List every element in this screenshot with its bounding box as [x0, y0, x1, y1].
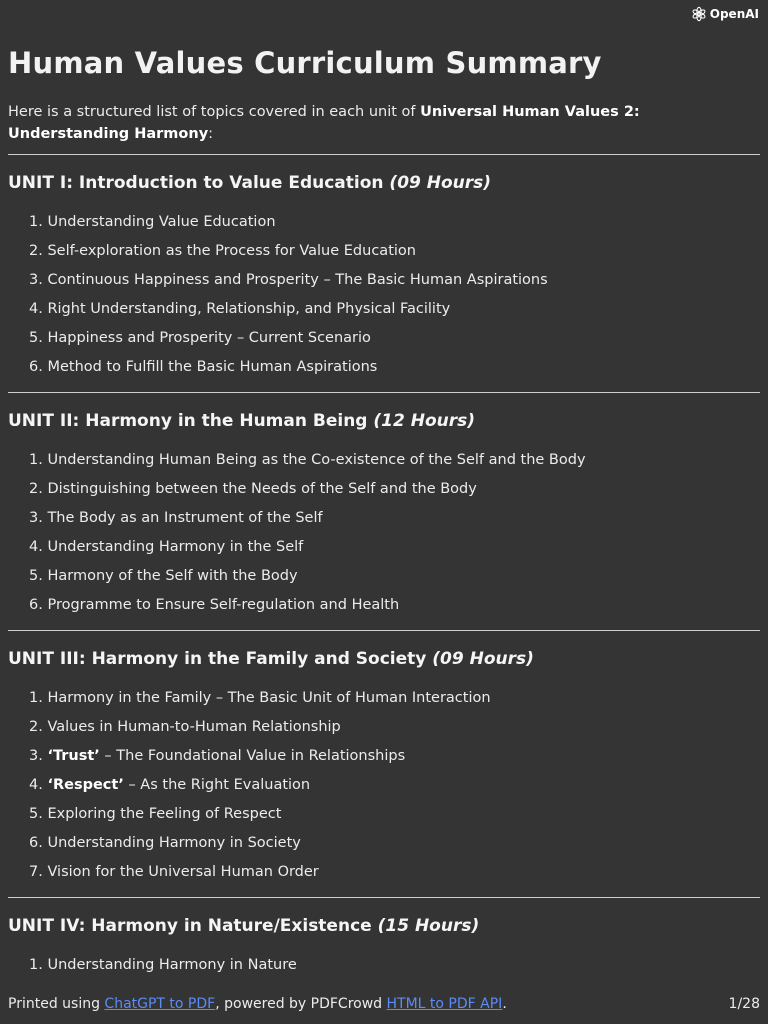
- list-item-number: 1.: [29, 452, 43, 468]
- chatgpt-to-pdf-link[interactable]: ChatGPT to PDF: [104, 996, 216, 1012]
- list-item: [29, 266, 760, 295]
- footer-prefix: Printed using: [8, 996, 105, 1012]
- list-item: [29, 684, 760, 713]
- list-item-text: Continuous Happiness and Prosperity – The Basic Human Aspirations: [47, 272, 548, 288]
- divider: [8, 897, 760, 898]
- list-item: [29, 858, 760, 887]
- document-content: [8, 44, 760, 980]
- intro-bold-course-name: Universal Human Values 2: Understanding Harmony: [8, 104, 640, 142]
- list-item-text: Values in Human-to-Human Relationship: [47, 719, 341, 735]
- list-item-number: 4.: [29, 777, 43, 793]
- list-item-number: 1.: [29, 957, 43, 973]
- unit-title-text: UNIT IV: Harmony in Nature/Existence: [8, 916, 378, 936]
- list-item-text: Distinguishing between the Needs of the Self and the Body: [47, 481, 477, 497]
- footer-suffix: .: [502, 996, 507, 1012]
- unit-title-text: UNIT I: Introduction to Value Education: [8, 173, 390, 193]
- list-item-text: – As the Right Evaluation: [123, 777, 311, 793]
- list-item-number: 6.: [29, 359, 43, 375]
- intro-paragraph: [8, 101, 760, 145]
- list-item-text: Happiness and Prosperity – Current Scenario: [47, 330, 371, 346]
- list-item: [29, 504, 760, 533]
- list-item: [29, 353, 760, 382]
- list-item-text: The Body as an Instrument of the Self: [47, 510, 323, 526]
- list-item-text: Vision for the Universal Human Order: [47, 864, 319, 880]
- unit-heading: [8, 914, 760, 938]
- divider: [8, 154, 760, 155]
- page-number: 1/28: [728, 996, 760, 1012]
- list-item-text: Understanding Harmony in the Self: [47, 539, 304, 555]
- unit-hours: (15 Hours): [377, 916, 480, 936]
- list-item-number: 5.: [29, 568, 43, 584]
- list-item: [29, 829, 760, 858]
- html-to-pdf-api-link[interactable]: HTML to PDF API: [386, 996, 503, 1012]
- list-item-emphasis: ‘Trust’: [47, 748, 100, 764]
- unit-heading: [8, 647, 760, 671]
- list-item-text: Method to Fulfill the Basic Human Aspirations: [47, 359, 378, 375]
- topic-list: [8, 684, 760, 887]
- list-item-number: 3.: [29, 272, 43, 288]
- divider: [8, 392, 760, 393]
- unit-hours: (09 Hours): [432, 649, 534, 669]
- list-item-text: Understanding Value Education: [47, 214, 276, 230]
- unit-title-text: UNIT III: Harmony in the Family and Society: [8, 649, 433, 669]
- list-item-text: Understanding Harmony in Nature: [47, 957, 297, 973]
- list-item-number: 6.: [29, 597, 43, 613]
- list-item: [29, 475, 760, 504]
- list-item: [29, 208, 760, 237]
- list-item-text: Programme to Ensure Self-regulation and Health: [47, 597, 400, 613]
- divider: [8, 630, 760, 631]
- list-item-emphasis: ‘Respect’: [47, 777, 124, 793]
- list-item-number: 7.: [29, 864, 43, 880]
- list-item: [29, 742, 760, 771]
- unit-hours: (12 Hours): [373, 411, 476, 431]
- list-item-text: Harmony in the Family – The Basic Unit of Human Interaction: [47, 690, 491, 706]
- page-footer: [8, 994, 760, 1014]
- intro-prefix: Here is a structured list of topics covered in each unit of: [8, 104, 421, 120]
- list-item: [29, 951, 760, 980]
- page-title: Human Values Curriculum Summary: [8, 46, 602, 80]
- list-item-number: 5.: [29, 330, 43, 346]
- list-item-number: 5.: [29, 806, 43, 822]
- list-item: [29, 295, 760, 324]
- list-item-number: 3.: [29, 510, 43, 526]
- list-item-text: Understanding Human Being as the Co-existence of the Self and the Body: [47, 452, 586, 468]
- list-item: [29, 591, 760, 620]
- list-item-number: 1.: [29, 214, 43, 230]
- openai-logo-text: OpenAI: [709, 7, 759, 21]
- list-item: [29, 562, 760, 591]
- list-item: [29, 713, 760, 742]
- list-item-number: 2.: [29, 243, 43, 259]
- intro-suffix: :: [208, 126, 214, 142]
- list-item-number: 2.: [29, 719, 43, 735]
- list-item-number: 4.: [29, 301, 43, 317]
- footer-credit: [8, 994, 507, 1014]
- list-item-text: Exploring the Feeling of Respect: [47, 806, 282, 822]
- units-container: [8, 171, 760, 980]
- list-item: [29, 771, 760, 800]
- unit-heading: [8, 409, 760, 433]
- list-item-number: 1.: [29, 690, 43, 706]
- list-item-number: 6.: [29, 835, 43, 851]
- topic-list: [8, 208, 760, 382]
- topic-list: [8, 951, 760, 980]
- list-item-text: Self-exploration as the Process for Value Education: [47, 243, 416, 259]
- list-item: [29, 800, 760, 829]
- unit-title-text: UNIT II: Harmony in the Human Being: [8, 411, 374, 431]
- unit-hours: (09 Hours): [389, 173, 492, 193]
- list-item-text: Understanding Harmony in Society: [47, 835, 301, 851]
- list-item-number: 3.: [29, 748, 43, 764]
- unit-heading: [8, 171, 760, 195]
- list-item: [29, 237, 760, 266]
- openai-logo-icon: [691, 6, 707, 22]
- list-item-text: Harmony of the Self with the Body: [47, 568, 298, 584]
- list-item-number: 2.: [29, 481, 43, 497]
- footer-middle: , powered by PDFCrowd: [215, 996, 387, 1012]
- openai-logo: [691, 6, 759, 22]
- list-item: [29, 533, 760, 562]
- list-item-text: – The Foundational Value in Relationships: [99, 748, 406, 764]
- list-item: [29, 446, 760, 475]
- list-item-text: Right Understanding, Relationship, and Physical Facility: [47, 301, 451, 317]
- topic-list: [8, 446, 760, 620]
- list-item-number: 4.: [29, 539, 43, 555]
- list-item: [29, 324, 760, 353]
